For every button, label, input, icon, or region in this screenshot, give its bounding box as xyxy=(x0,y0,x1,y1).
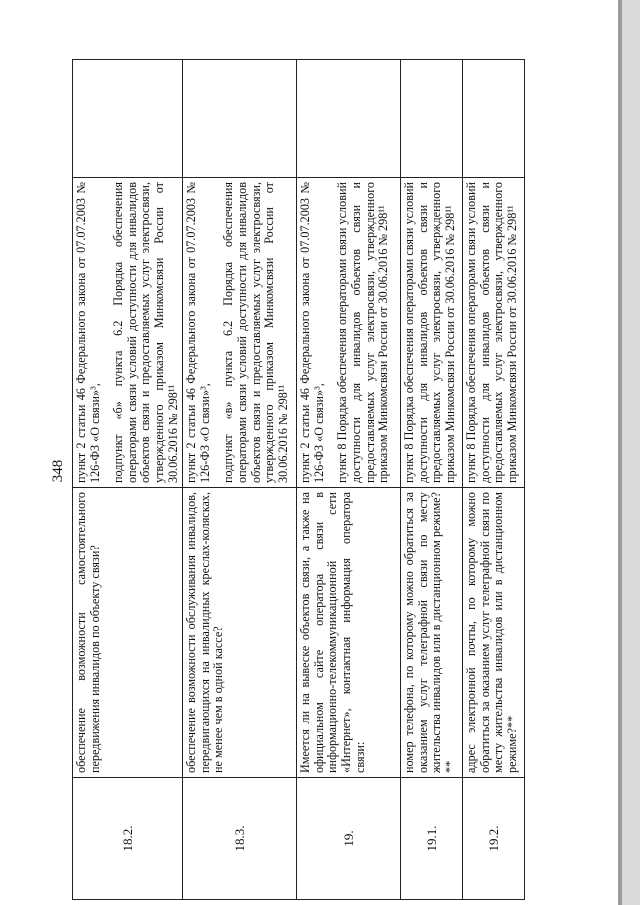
legal-basis-cell xyxy=(73,178,183,488)
question-cell: Имеется ли на вывеске объектов связи, а также на официальном сайте оператора связи в информационно-телекоммуникационной сети «Интернет», контактная информация оператора связи: xyxy=(297,488,401,778)
legal-basis-paragraph: пункт 2 статьи 46 Федерального закона от 07.07.2003 № 126-ФЗ «О связи»³, xyxy=(184,182,212,483)
legal-basis-cell xyxy=(183,178,297,488)
legal-basis-cell xyxy=(401,178,463,488)
legal-basis-paragraph: пункт 8 Порядка обеспечения операторами связи условий доступности для инвалидов объектов связи и предоставляемых услуг электросвязи, утвержденного приказом Минкомсвязи России от 30.06.2016 № 298¹¹ xyxy=(402,182,457,483)
question-cell: номер телефона, по которому можно обратиться за оказанием услуг телеграфной связи по месту жительства инвалидов или в дистанционном режиме?** xyxy=(401,488,463,778)
question-cell: обеспечение возможности самостоятельного передвижения инвалидов по объекту связи? xyxy=(73,488,183,778)
legal-basis-paragraph: пункт 8 Порядка обеспечения операторами связи условий доступности для инвалидов объектов связи и предоставляемых услуг электросвязи, утвержденного приказом Минкомсвязи России от 30.06.2016 № 298¹¹ xyxy=(464,182,519,483)
question-cell: обеспечение возможности обслуживания инвалидов, передвигающихся на инвалидных креслах-колясках, не менее чем в одной кассе? xyxy=(183,488,297,778)
table-row xyxy=(297,60,401,900)
question-cell: адрес электронной почты, по которому можно обратиться за оказанием услуг телеграфной связи по месту жительства инвалидов или в дистанционном режиме?** xyxy=(463,488,525,778)
page-number: 348 xyxy=(50,459,66,483)
answer-cell xyxy=(73,60,183,178)
table-row xyxy=(463,60,525,900)
rotated-sheet xyxy=(50,60,622,900)
legal-basis-paragraph: пункт 8 Порядка обеспечения операторами связи условий доступности для инвалидов объектов связи и предоставляемых услуг электросвязи, утвержденного приказом Минкомсвязи России от 30.06.2016 № 298¹¹ xyxy=(335,182,391,483)
legal-basis-paragraph: подпункт «в» пункта 6.2 Порядка обеспечения операторами связи условий доступности для инвалидов объектов связи и предоставляемых услуг электросвязи, утвержденного приказом Минкомсвязи России от 30.06.2016 № 298¹¹ xyxy=(221,182,290,483)
answer-cell xyxy=(183,60,297,178)
row-number: 19.2. xyxy=(463,778,525,900)
legal-basis-paragraph: подпункт «б» пункта 6.2 Порядка обеспечения операторами связи условий доступности для инвалидов объектов связи и предоставляемых услуг электросвязи, утвержденного приказом Минкомсвязи России от 30.06.2016 № 298¹¹ xyxy=(111,182,180,483)
row-number: 18.2. xyxy=(73,778,183,900)
table-row xyxy=(183,60,297,900)
row-number: 19. xyxy=(297,778,401,900)
legal-basis-cell xyxy=(463,178,525,488)
table-row xyxy=(401,60,463,900)
row-number: 19.1. xyxy=(401,778,463,900)
answer-cell xyxy=(463,60,525,178)
legal-basis-cell xyxy=(297,178,401,488)
legal-basis-paragraph: пункт 2 статьи 46 Федерального закона от 07.07.2003 № 126-ФЗ «О связи»³, xyxy=(298,182,326,483)
legal-basis-paragraph: пункт 2 статьи 46 Федерального закона от 07.07.2003 № 126-ФЗ «О связи»³, xyxy=(74,182,102,483)
checklist-table xyxy=(72,59,525,900)
answer-cell xyxy=(297,60,401,178)
table-row xyxy=(73,60,183,900)
answer-cell xyxy=(401,60,463,178)
scan-edge xyxy=(622,0,640,905)
row-number: 18.3. xyxy=(183,778,297,900)
